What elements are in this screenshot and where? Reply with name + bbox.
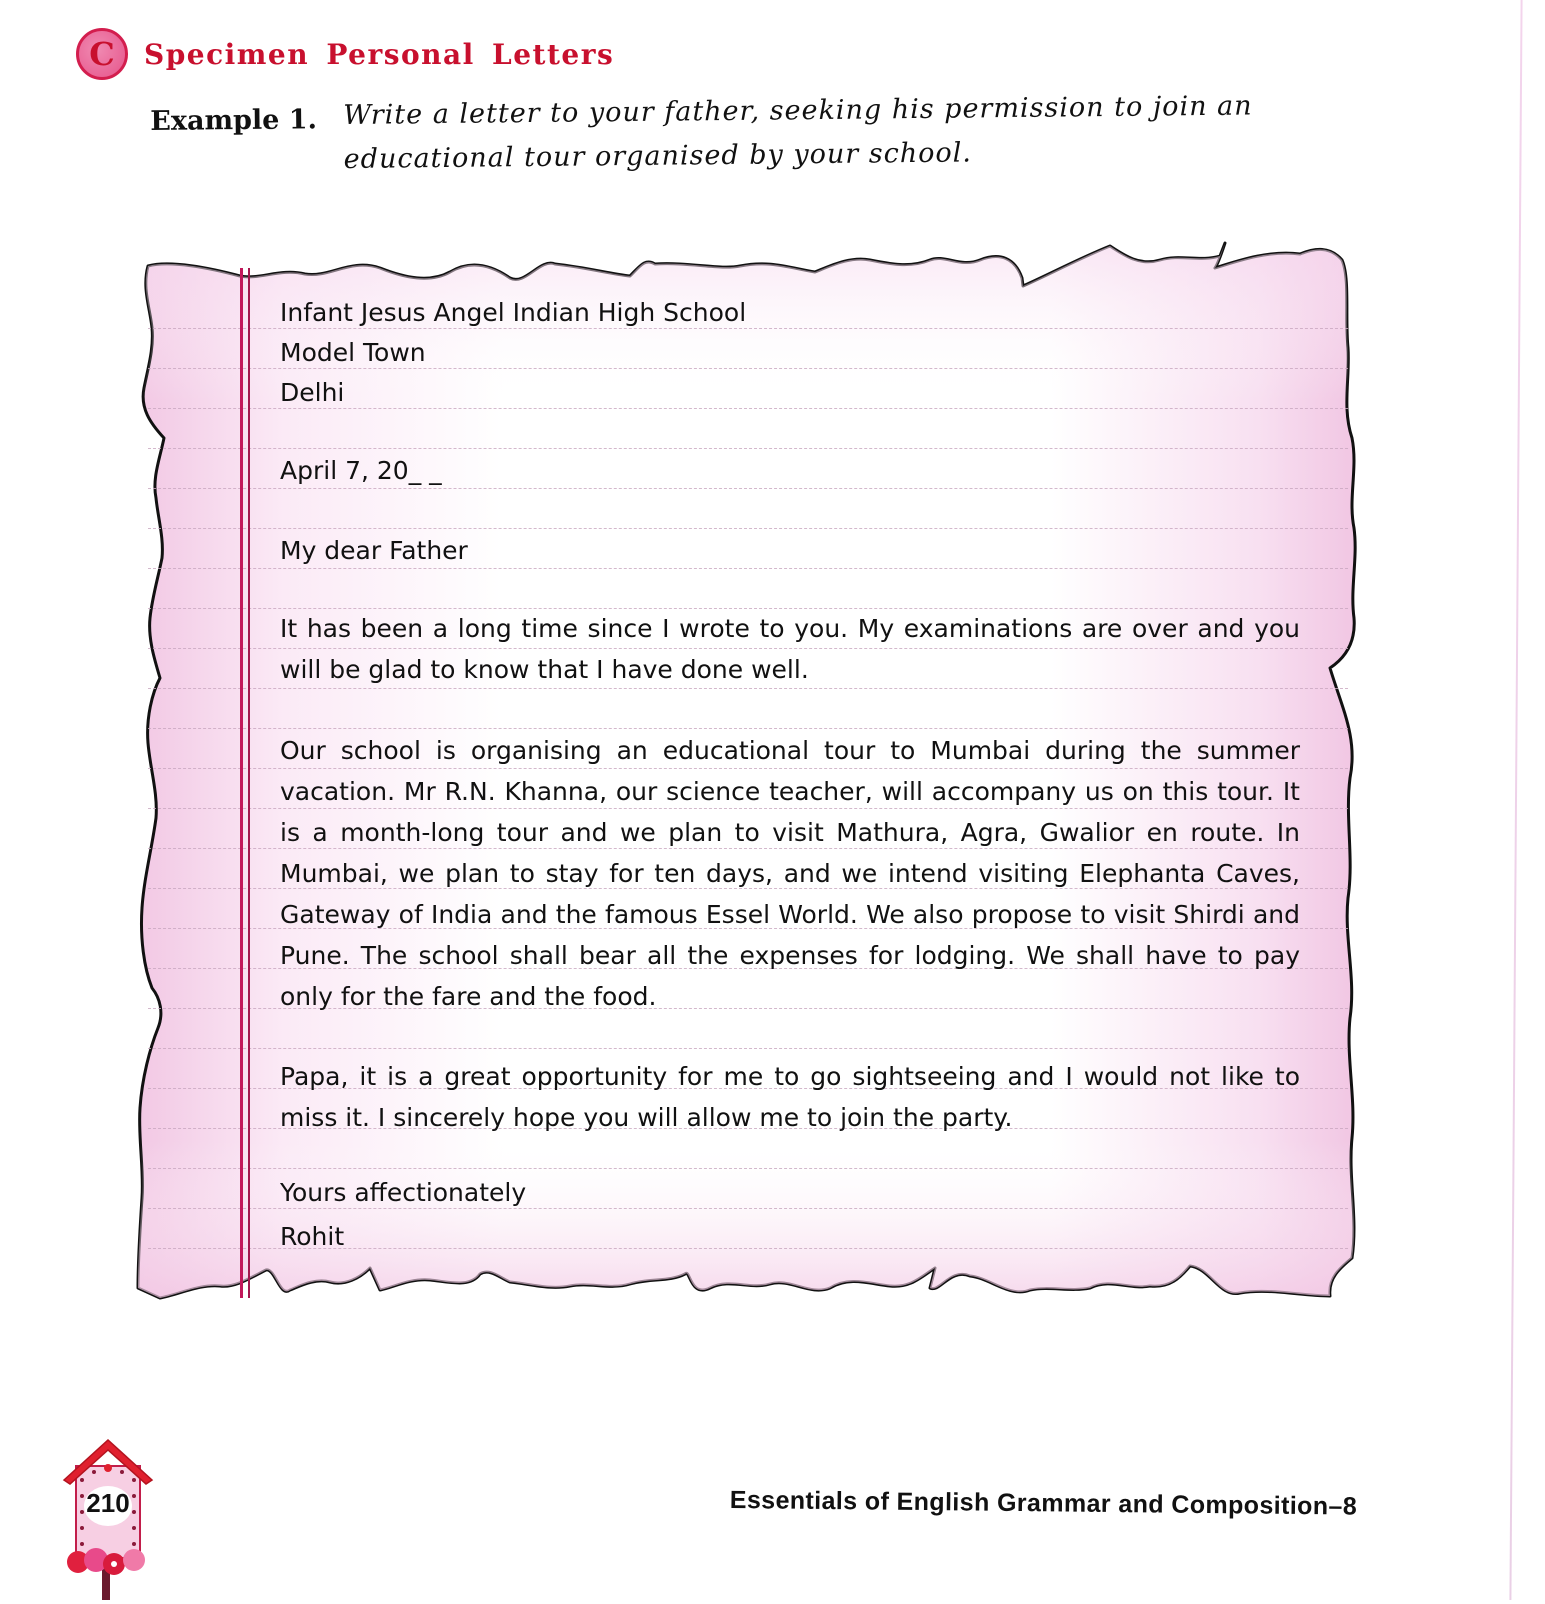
paragraph: It has been a long time since I wrote to you. My examinations are over and you will be glad to know that I have done well. — [280, 614, 1300, 684]
book-title: Essentials of English Grammar and Composition–8 — [729, 1486, 1358, 1521]
address-line: Delhi — [280, 378, 345, 407]
example-prompt — [150, 79, 1400, 175]
closing: Yours affectionately — [280, 1178, 527, 1207]
birdhouse-icon — [62, 1438, 154, 1600]
example-label: Example 1. — [150, 104, 318, 137]
section-title: Specimen Personal Letters — [144, 37, 615, 71]
margin-line — [240, 268, 243, 1298]
margin-line-inner — [248, 268, 250, 1298]
section-badge: C — [76, 28, 128, 80]
signature: Rohit — [280, 1222, 345, 1251]
address-line: Infant Jesus Angel Indian High School — [280, 298, 747, 327]
salutation: My dear Father — [280, 536, 468, 565]
address-line: Model Town — [280, 338, 426, 367]
paragraph: Papa, it is a great opportunity for me to go sightseeing and I would not like to miss it. I sincerely hope you will allow me to join the party. — [280, 1062, 1300, 1132]
paragraph: Our school is organising an educational tour to Mumbai during the summer vacation. Mr R.N. Khanna, our science teacher, will accompany us on this tour. It is a month-long tour and we plan to visit Mathura, Agra, Gwalior en route. In Mumbai, we plan to stay for ten days, and we intend visiting Elephanta Caves, Gateway of India and the famous Essel World. We also propose to visit Shirdi and Pune. The school shall bear all the expenses for lodging. We shall have to pay only for the fare and the food. — [280, 736, 1300, 1011]
letter-paper — [130, 238, 1365, 1313]
example-text: Write a letter to your father, seeking his permission to join an educational tour organised by your school. — [343, 90, 1253, 175]
page-number: 210 — [86, 1488, 130, 1518]
section-heading — [76, 28, 614, 80]
letter-date: April 7, 20_ _ — [280, 456, 442, 485]
page-number-house — [62, 1438, 154, 1600]
page-edge — [1509, 0, 1522, 1600]
